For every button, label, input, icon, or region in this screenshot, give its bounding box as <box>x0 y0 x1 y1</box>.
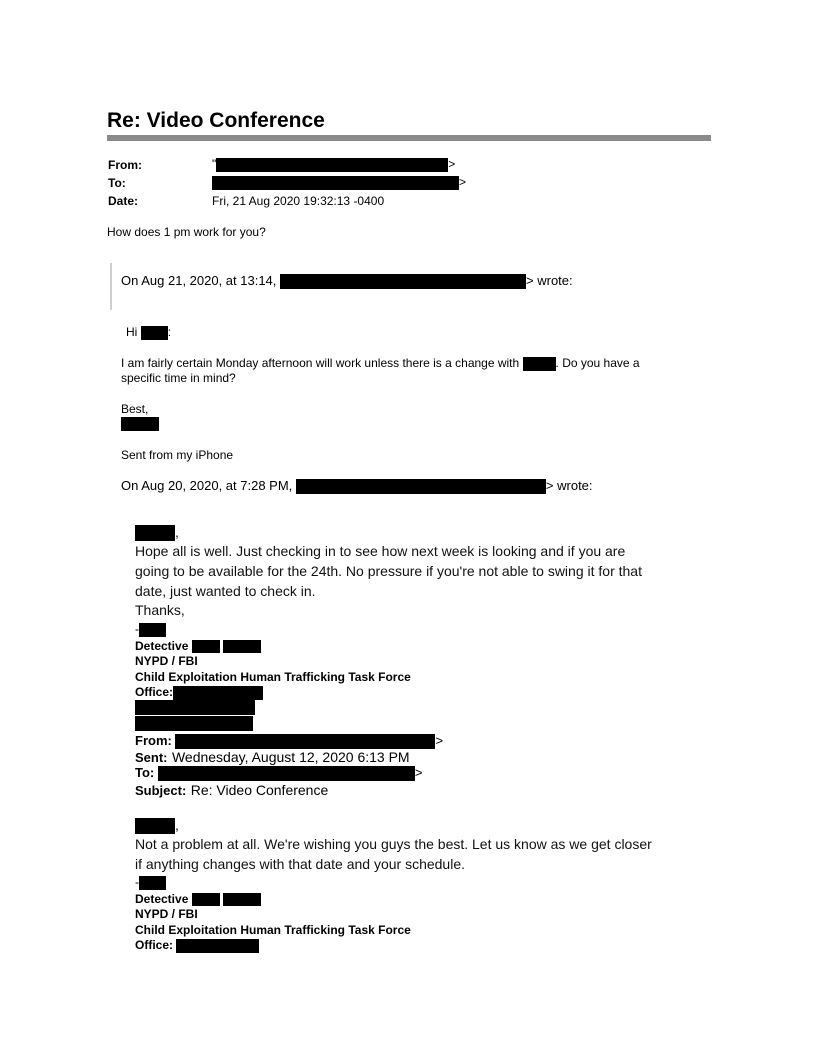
redaction-block <box>135 716 253 731</box>
quote-line-1-suffix: . Do you have a <box>555 356 640 370</box>
date-label: Date: <box>108 194 139 208</box>
redaction-block <box>212 176 459 190</box>
date-value: Fri, 21 Aug 2020 19:32:13 -0400 <box>212 194 385 208</box>
redaction-block <box>121 417 159 431</box>
redaction-block <box>139 876 166 890</box>
fwd-sent-value: Wednesday, August 12, 2020 6:13 PM <box>171 749 410 765</box>
sig-detective: Detective <box>135 892 189 906</box>
message-2-sig-unit: Child Exploitation Human Trafficking Task Force <box>135 670 411 684</box>
message-3-sig-unit: Child Exploitation Human Trafficking Task Force <box>135 923 411 937</box>
from-value <box>212 157 455 172</box>
redaction-block <box>176 939 259 953</box>
dash: - <box>135 875 139 889</box>
quote-intro <box>121 273 573 289</box>
sig-office: Office: <box>135 938 174 952</box>
to-value <box>212 175 466 190</box>
quote-line-1-prefix: I am fairly certain Monday afternoon will work unless there is a change with <box>121 356 520 370</box>
redaction-block <box>523 357 556 371</box>
message-2-sig-detective <box>135 639 261 654</box>
redaction-block <box>192 640 220 653</box>
redaction-block <box>135 525 175 541</box>
fwd-subject <box>135 782 328 800</box>
message-2-body-line-2: going to be available for the 24th. No pressure if you're not able to swing it for that <box>135 563 642 579</box>
redaction-block <box>135 700 255 715</box>
reply-body: How does 1 pm work for you? <box>107 225 266 239</box>
sig-office: Office: <box>135 685 174 699</box>
message-2-body-line-4: Thanks, <box>135 602 185 618</box>
quote-intro-2-prefix: On Aug 20, 2020, at 7:28 PM, <box>121 478 293 493</box>
fwd-to-suffix: > <box>414 765 423 780</box>
quote-greeting <box>126 325 171 340</box>
message-3-sig-detective <box>135 892 261 907</box>
redaction-block <box>175 734 435 749</box>
sig-detective: Detective <box>135 639 189 653</box>
message-3-sig-office <box>135 938 259 953</box>
from-label: From: <box>108 158 142 172</box>
message-2-greeting-suffix: , <box>175 524 179 540</box>
redaction-block <box>223 640 261 653</box>
quote-intro-suffix: > wrote: <box>526 273 573 288</box>
redaction-block <box>173 686 263 700</box>
message-3-dash <box>135 875 166 890</box>
greeting-prefix: Hi <box>126 325 138 339</box>
redaction-block <box>223 893 261 906</box>
sent-from: Sent from my iPhone <box>121 448 234 462</box>
title-divider <box>107 135 711 141</box>
redaction-block <box>216 158 448 172</box>
dash: - <box>135 622 139 636</box>
redaction-block <box>135 818 175 834</box>
redaction-block <box>158 766 415 781</box>
fwd-subject-label: Subject: <box>135 783 187 798</box>
email-subject-title: Re: Video Conference <box>107 109 325 132</box>
fwd-to <box>135 765 422 781</box>
redaction-block <box>296 479 546 494</box>
to-suffix: > <box>459 175 467 189</box>
message-2-body-line-3: date, just wanted to check in. <box>135 583 316 599</box>
fwd-from-label: From: <box>135 733 172 748</box>
message-2-sig-agency: NYPD / FBI <box>135 654 198 668</box>
message-3-greeting <box>135 815 179 835</box>
quote-bar <box>110 263 112 310</box>
redaction-block <box>141 326 168 340</box>
fwd-from <box>135 733 443 749</box>
message-2-dash <box>135 622 166 637</box>
greeting-suffix: : <box>167 325 172 339</box>
message-3-greeting-suffix: , <box>175 817 179 833</box>
fwd-subject-value: Re: Video Conference <box>190 782 329 798</box>
quote-line-1 <box>121 356 640 371</box>
from-prefix: " <box>212 157 217 171</box>
message-3-body-line-1: Not a problem at all. We're wishing you guys the best. Let us know as we get closer <box>135 836 652 852</box>
fwd-to-label: To: <box>135 765 155 780</box>
redaction-block <box>280 274 526 289</box>
redaction-block <box>192 893 220 906</box>
redaction-block <box>139 623 166 637</box>
to-label: To: <box>108 176 126 190</box>
quote-closing: Best, <box>121 402 149 416</box>
message-2-greeting <box>135 522 179 542</box>
quote-intro-2 <box>121 478 593 494</box>
from-suffix: > <box>448 157 456 171</box>
fwd-sent-label: Sent: <box>135 750 168 765</box>
quote-intro-2-suffix: > wrote: <box>545 478 593 493</box>
message-3-body-line-2: if anything changes with that date and your schedule. <box>135 856 465 872</box>
fwd-from-suffix: > <box>435 733 444 748</box>
message-2-body-line-1: Hope all is well. Just checking in to see how next week is looking and if you are <box>135 543 626 559</box>
quote-intro-prefix: On Aug 21, 2020, at 13:14, <box>121 273 277 288</box>
quote-line-2: specific time in mind? <box>121 371 236 385</box>
message-2-sig-office <box>135 685 263 700</box>
message-3-sig-agency: NYPD / FBI <box>135 907 198 921</box>
